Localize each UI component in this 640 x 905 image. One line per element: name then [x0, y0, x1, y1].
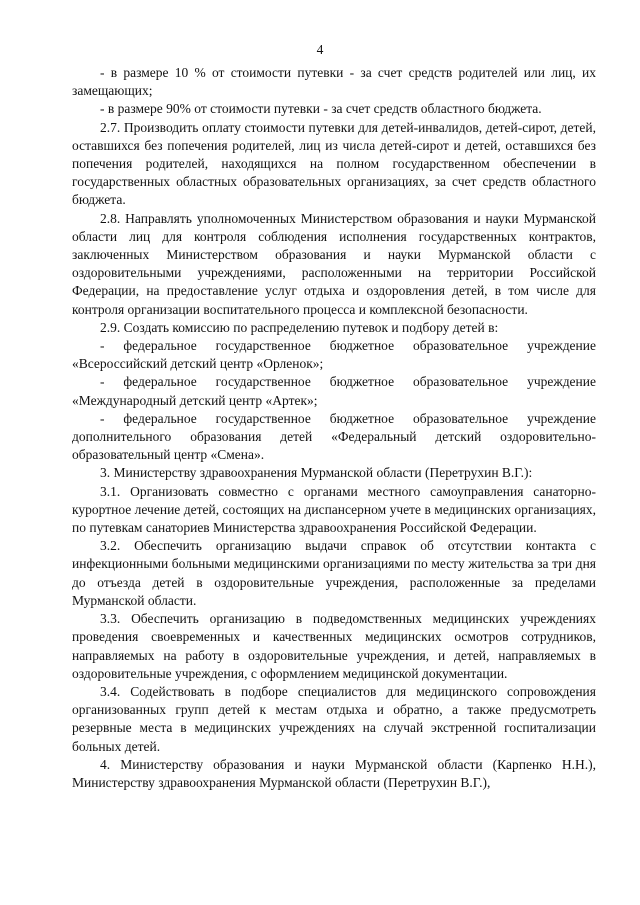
paragraph-3-1: 3.1. Организовать совместно с органами местного самоуправления санаторно-курортное лечение детей, состоящих на диспансерном учете в медицинских организациях, по путевкам санаториев Министерства здравоохранения Российской Федерации.	[72, 483, 596, 536]
paragraph-2-7: 2.7. Производить оплату стоимости путевки для детей-инвалидов, детей-сирот, детей, оставшихся без попечения родителей, лиц из числа детей-сирот и детей, оставшихся без попечения родителей, находящихся на полном государственном обеспечении в государственных областных образовательных организациях, за счет средств областного бюджета.	[72, 119, 596, 208]
document-body	[72, 64, 596, 792]
paragraph-3-4: 3.4. Содействовать в подборе специалистов для медицинского сопровождения организованных групп детей к местам отдыха и обратно, а также предусмотреть резервные места в медицинских учреждениях на случай экстренной госпитализации больных детей.	[72, 683, 596, 754]
paragraph-3: 3. Министерству здравоохранения Мурманской области (Перетрухин В.Г.):	[100, 465, 533, 481]
paragraph-90-percent-budget: - в размере 90% от стоимости путевки - за счет средств областного бюджета.	[100, 101, 542, 117]
paragraph-3-2: 3.2. Обеспечить организацию выдачи справок об отсутствии контакта с инфекционными больными медицинскими организациями по месту жительства за три дня до отъезда детей в оздоровительные учреждения, расположенные за пределами Мурманской области.	[72, 538, 596, 608]
page-number: 4	[316, 42, 324, 57]
paragraph-4: 4. Министерству образования и науки Мурманской области (Карпенко Н.Н.), Министерству здравоохранения Мурманской области (Перетрухин В.Г.),	[72, 756, 596, 790]
list-item-artek: - федеральное государственное бюджетное образовательное учреждение «Международный детский центр «Артек»;	[72, 374, 596, 408]
list-item-smena: - федеральное государственное бюджетное образовательное учреждение дополнительного образования детей «Федеральный детский оздоровительно-образовательный центр «Смена».	[72, 410, 596, 463]
paragraph-10-percent-parents: - в размере 10 % от стоимости путевки - за счет средств родителей или лиц, их замещающих;	[72, 65, 596, 99]
paragraph-2-9: 2.9. Создать комиссию по распределению путевок и подбору детей в:	[100, 319, 499, 335]
paragraph-2-8: 2.8. Направлять уполномоченных Министерством образования и науки Мурманской области лиц для контроля соблюдения исполнения государственных контрактов, заключенных Министерством образования и науки Мурманской области с оздоровительными учреждениями, расположенными на территории Российской Федерации, на предоставление услуг отдыха и оздоровления детей, в том числе для контроля организации воспитательного процесса и комплексной безопасности.	[72, 210, 596, 317]
paragraph-3-3: 3.3. Обеспечить организацию в подведомственных медицинских учреждениях проведения своевременных и качественных медицинских осмотров сотрудников, направляемых на работу в оздоровительные учреждения, и детей, направляемых в оздоровительные учреждения, с оформлением медицинской документации.	[72, 611, 596, 681]
list-item-orlenok: - федеральное государственное бюджетное образовательное учреждение «Всероссийский детский центр «Орленок»;	[72, 338, 596, 372]
